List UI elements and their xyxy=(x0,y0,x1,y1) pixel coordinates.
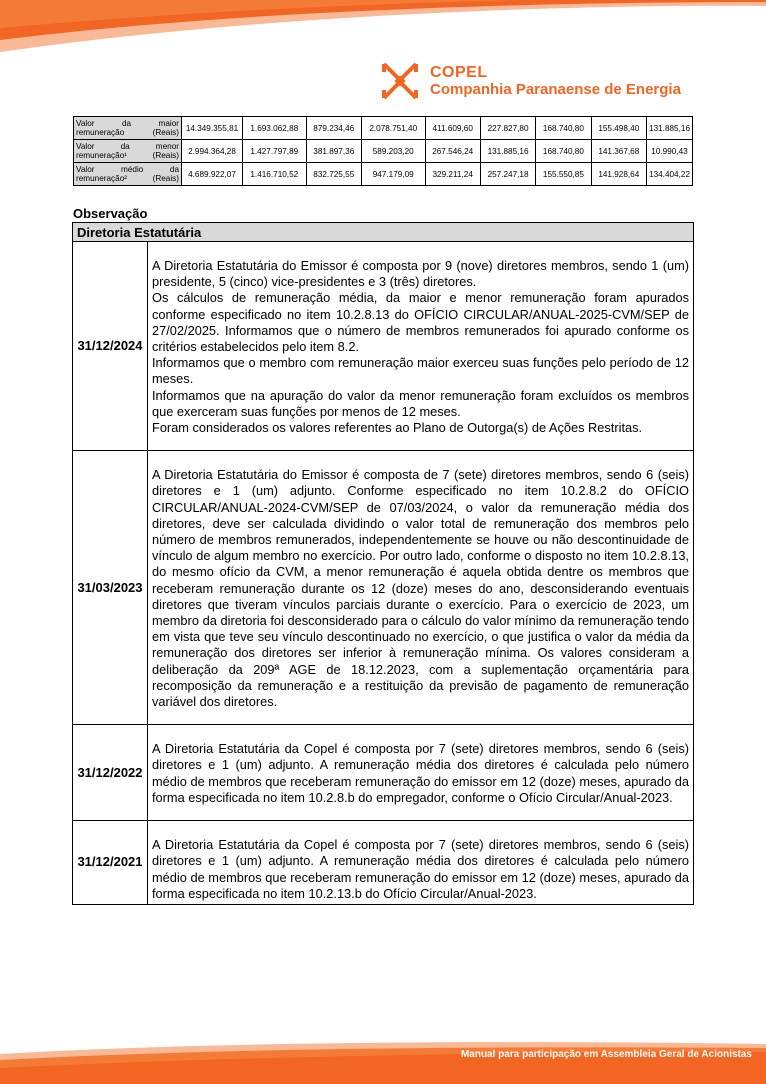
table-row xyxy=(73,242,694,451)
entry-text xyxy=(148,725,694,821)
table-cell: 155.550,85 xyxy=(536,163,591,186)
observation-title: Observação xyxy=(73,206,148,221)
table-cell: 131.885,16 xyxy=(647,117,693,140)
table-cell: 1.693.062,88 xyxy=(243,117,307,140)
table-row xyxy=(73,821,694,905)
table-cell: 832.725,55 xyxy=(306,163,361,186)
footer-text: Manual para participação em Assembleia Geral de Acionistas xyxy=(460,1049,752,1060)
table-cell: 381.897,36 xyxy=(306,140,361,163)
table-cell: 141.367,68 xyxy=(591,140,646,163)
table-cell: 1.427.797,89 xyxy=(243,140,307,163)
row-label: Valor médio da remuneração² (Reais) xyxy=(74,163,182,186)
table-cell: 141.928,64 xyxy=(591,163,646,186)
table-cell: 168.740,80 xyxy=(536,117,591,140)
table-cell: 2.994.364,28 xyxy=(182,140,243,163)
table-cell: 134.404,22 xyxy=(647,163,693,186)
table-row xyxy=(73,725,694,821)
paragraph: A Diretoria Estatutária do Emissor é composta por 9 (nove) diretores membros, sendo 1 (um) presidente, 5 (cinco) vice-presidentes e 3 (três) diretores. xyxy=(152,258,689,290)
paragraph: Informamos que o membro com remuneração maior exerceu suas funções pelo período de 12 meses. xyxy=(152,355,689,387)
table-cell: 227.827,80 xyxy=(480,117,535,140)
table-row xyxy=(73,451,694,725)
table-cell: 4.689.922,07 xyxy=(182,163,243,186)
table-cell: 589.203,20 xyxy=(361,140,425,163)
logo-name: COPEL xyxy=(430,64,488,81)
entry-text xyxy=(148,451,694,725)
table-cell: 14.349.355,81 xyxy=(182,117,243,140)
entry-date: 31/12/2021 xyxy=(73,821,148,905)
entry-date: 31/12/2024 xyxy=(73,242,148,451)
paragraph: A Diretoria Estatutária da Copel é composta por 7 (sete) diretores membros, sendo 6 (seis) diretores e 1 (um) adjunto. A remuneração média dos diretores é calculada pelo número médio de membros que receberam remuneração do emissor em 12 (doze) meses, apurado da forma especificada no item 10.2.8.b do empregador, conforme o Ofício Circular/Anual-2023. xyxy=(152,741,689,805)
table-cell: 1.416.710,52 xyxy=(243,163,307,186)
remuneration-table xyxy=(73,116,693,186)
entry-date: 31/12/2022 xyxy=(73,725,148,821)
row-label: Valor da maior remuneração (Reais) xyxy=(74,117,182,140)
table-cell: 411.609,60 xyxy=(425,117,480,140)
table-cell: 131.885,16 xyxy=(480,140,535,163)
paragraph: Foram considerados os valores referentes ao Plano de Outorga(s) de Ações Restritas. xyxy=(152,420,643,436)
paragraph: Os cálculos de remuneração média, da maior e menor remuneração foram apurados conforme especificado no item 10.2.8.13 do OFÍCIO CIRCULAR/ANUAL-2025-CVM/SEP de 27/02/2025. Informamos que o número de membros remunerados foi apurado conforme os critérios estabelecidos pelo item 8.2. xyxy=(152,290,689,355)
table-cell: 267.546,24 xyxy=(425,140,480,163)
table-cell: 155.498,40 xyxy=(591,117,646,140)
table-row xyxy=(74,163,693,186)
logo-full-name: Companhia Paranaense de Energia xyxy=(430,81,681,98)
entry-date: 31/03/2023 xyxy=(73,451,148,725)
paragraph: A Diretoria Estatutária da Copel é composta por 7 (sete) diretores membros, sendo 6 (seis) diretores e 1 (um) adjunto. A remuneração média dos diretores é calculada pelo número médio de membros que receberam remuneração do emissor em 12 (doze) meses, apurado da forma especificada no item 10.2.13.b do Ofício Circular/Anual-2023. xyxy=(152,837,689,901)
company-logo xyxy=(380,60,681,102)
observation-table xyxy=(72,222,694,905)
section-header: Diretoria Estatutária xyxy=(73,223,694,242)
paragraph: Informamos que na apuração do valor da menor remuneração foram excluídos os membros que exerceram suas funções por menos de 12 meses. xyxy=(152,387,689,419)
table-cell: 257.247,18 xyxy=(480,163,535,186)
table-row xyxy=(74,140,693,163)
copel-logo-icon xyxy=(380,60,420,102)
table-row xyxy=(74,117,693,140)
table-cell: 879.234,46 xyxy=(306,117,361,140)
table-cell: 168.740,80 xyxy=(536,140,591,163)
entry-text xyxy=(148,242,694,451)
row-label: Valor da menor remuneração¹ (Reais) xyxy=(74,140,182,163)
table-cell: 10.990,43 xyxy=(647,140,693,163)
table-cell: 329.211,24 xyxy=(425,163,480,186)
table-cell: 2.078.751,40 xyxy=(361,117,425,140)
paragraph: A Diretoria Estatutária do Emissor é composta de 7 (sete) diretores membros, sendo 6 (seis) diretores e 1 (um) adjunto. Conforme especificado no item 10.2.8.2 do OFÍCIO CIRCULAR/ANUAL-2024-CVM/SEP de 07/03/2024, o valor da remuneração média dos diretores, deve ser calculada dividindo o valor total de remuneração dos membros pelo número de membros remunerados, independentemente se houve ou não descontinuidade de vínculo de algum membro no exercício. Por outro lado, conforme o disposto no item 10.2.8.13, do mesmo ofício da CVM, a menor remuneração é aquela obtida dentre os membros que receberam remuneração durante os 12 (doze) meses do ano, desconsiderando eventuais diretores que tiveram vínculos parciais durante o exercício. Para o exercício de 2023, um membro da diretoria foi desconsiderado para o cálculo do valor mínimo da remuneração tendo em vista que teve seu vínculo descontinuado no exercício, o que justifica o valor da média da remuneração dos diretores ser inferior à remuneração mínima. Os valores consideram a deliberação da 209ª AGE de 18.12.2023, com a suplementação orçamentária para recomposição da remuneração e a restituição da previsão de pagamento de remuneração variável dos diretores. xyxy=(152,467,689,710)
entry-text xyxy=(148,821,694,905)
table-cell: 947.179,09 xyxy=(361,163,425,186)
